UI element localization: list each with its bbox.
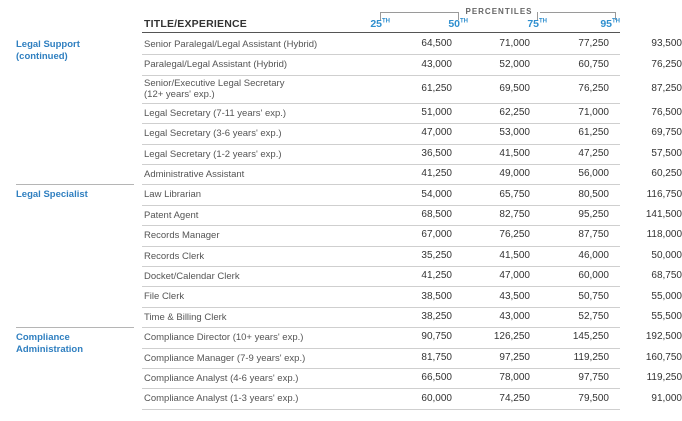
- value-cell: 68,500: [421, 208, 452, 220]
- section-name-line: Compliance: [16, 332, 70, 344]
- row-title: [144, 210, 198, 221]
- value-cell: 60,750: [578, 58, 609, 70]
- table-row: [142, 286, 682, 307]
- p50-header: 50TH: [448, 18, 468, 30]
- value-cell: 35,250: [421, 249, 452, 261]
- value-cell: 80,500: [578, 188, 609, 200]
- row-title: [144, 78, 284, 100]
- table-row: [142, 205, 682, 226]
- row-title: [144, 59, 287, 70]
- p75-header: 75TH: [527, 18, 547, 30]
- row-title: [144, 271, 240, 282]
- table-row: [142, 34, 682, 55]
- value-cell: 76,500: [651, 106, 682, 118]
- row-title-line: Compliance Analyst (4-6 years' exp.): [144, 373, 299, 384]
- row-title: [144, 189, 201, 200]
- value-cell: 93,500: [651, 38, 682, 50]
- section-name-line: Legal Specialist: [16, 189, 88, 201]
- value-cell: 77,250: [578, 38, 609, 50]
- table-row: [142, 144, 682, 165]
- value-cell: 79,500: [578, 392, 609, 404]
- value-cell: 41,500: [499, 147, 530, 159]
- value-cell: 145,250: [572, 331, 609, 343]
- value-cell: 60,000: [578, 270, 609, 282]
- section-name-line: Administration: [16, 344, 84, 356]
- value-cell: 60,000: [421, 392, 452, 404]
- row-title-line: Legal Secretary (7-11 years' exp.): [144, 107, 287, 119]
- row-title-line: Records Clerk: [144, 250, 205, 262]
- table-row: [142, 266, 682, 287]
- value-cell: 62,250: [499, 106, 530, 118]
- value-cell: 66,500: [421, 372, 452, 384]
- value-cell: 65,750: [499, 188, 530, 200]
- table-row: [142, 246, 682, 267]
- value-cell: 71,000: [499, 38, 530, 50]
- value-cell: 41,250: [421, 270, 452, 282]
- value-cell: 43,500: [499, 290, 530, 302]
- value-cell: 50,000: [651, 249, 682, 261]
- table-row: [142, 348, 682, 369]
- row-title: [144, 332, 303, 343]
- value-cell: 82,750: [499, 208, 530, 220]
- value-cell: 126,250: [493, 331, 530, 343]
- table-row: [142, 368, 682, 389]
- value-cell: 46,000: [578, 249, 609, 261]
- value-cell: 47,250: [578, 147, 609, 159]
- value-cell: 61,250: [421, 82, 452, 94]
- value-cell: 36,500: [421, 147, 452, 159]
- table-row: [142, 123, 682, 144]
- value-cell: 87,250: [651, 82, 682, 94]
- section-name: [16, 332, 83, 356]
- percentiles-label: PERCENTILES: [465, 7, 533, 16]
- row-title-line: (12+ years' exp.): [144, 88, 215, 100]
- row-title: [144, 251, 204, 262]
- row-title-line: Compliance Manager (7-9 years' exp.): [144, 352, 306, 364]
- value-cell: 49,000: [499, 168, 530, 180]
- value-cell: 55,000: [651, 290, 682, 302]
- row-title: [144, 128, 282, 139]
- value-cell: 38,500: [421, 290, 452, 302]
- value-cell: 69,750: [651, 127, 682, 139]
- table-row: [142, 54, 682, 75]
- row-title: [144, 291, 184, 302]
- value-cell: 64,500: [421, 38, 452, 50]
- p95-header: 95TH: [600, 18, 620, 30]
- row-title-line: Legal Secretary (1-2 years' exp.): [144, 148, 282, 160]
- value-cell: 41,500: [499, 249, 530, 261]
- value-cell: 119,250: [646, 372, 682, 384]
- value-cell: 116,750: [646, 188, 682, 200]
- row-title-line: Senior/Executive Legal Secretary: [144, 77, 285, 89]
- header-rule: [142, 32, 620, 33]
- value-cell: 47,000: [499, 270, 530, 282]
- value-cell: 68,750: [651, 270, 682, 282]
- row-title-line: Compliance Director (10+ years' exp.): [144, 332, 304, 344]
- section-name-line: (continued): [16, 51, 68, 62]
- value-cell: 61,250: [578, 127, 609, 139]
- row-title: [144, 393, 298, 404]
- row-title-line: Legal Secretary (3-6 years' exp.): [144, 128, 282, 140]
- value-cell: 67,000: [421, 229, 452, 241]
- value-cell: 141,500: [645, 208, 682, 220]
- row-title-line: File Clerk: [144, 291, 185, 303]
- value-cell: 53,000: [499, 127, 530, 139]
- section-divider: [16, 327, 134, 328]
- p25-header: 25TH: [370, 18, 390, 30]
- table-row: [142, 307, 682, 328]
- value-cell: 76,250: [651, 58, 682, 70]
- row-title: [144, 312, 227, 323]
- table-row: [142, 388, 682, 409]
- value-cell: 43,000: [421, 58, 452, 70]
- section-divider: [16, 184, 134, 185]
- section-name: [16, 39, 80, 63]
- value-cell: 97,750: [578, 372, 609, 384]
- value-cell: 118,000: [646, 229, 682, 241]
- row-title-line: Docket/Calendar Clerk: [144, 271, 240, 282]
- value-cell: 38,250: [421, 310, 452, 322]
- row-title: [144, 149, 282, 160]
- row-title-line: Records Manager: [144, 230, 220, 242]
- table-row: [142, 225, 682, 246]
- value-cell: 76,250: [499, 229, 530, 241]
- value-cell: 160,750: [645, 351, 682, 363]
- value-cell: 87,750: [578, 229, 609, 241]
- value-cell: 57,500: [651, 147, 682, 159]
- table-row: [142, 327, 682, 348]
- row-title: [144, 230, 220, 241]
- table-row: [142, 75, 682, 104]
- value-cell: 55,500: [651, 310, 682, 322]
- title-experience-header: TITLE/EXPERIENCE: [144, 18, 247, 30]
- value-cell: 41,250: [421, 168, 452, 180]
- value-cell: 51,000: [421, 106, 452, 118]
- value-cell: 71,000: [578, 106, 609, 118]
- value-cell: 78,000: [499, 372, 530, 384]
- row-title-line: Patent Agent: [144, 209, 199, 221]
- row-title: [144, 108, 286, 119]
- row-title-line: Law Librarian: [144, 189, 202, 201]
- value-cell: 69,500: [499, 82, 530, 94]
- row-title: [144, 39, 317, 50]
- row-title-line: Time & Billing Clerk: [144, 311, 227, 323]
- value-cell: 119,250: [573, 351, 609, 363]
- value-cell: 95,250: [578, 208, 609, 220]
- section-name-line: Legal Support: [16, 39, 80, 50]
- value-cell: 90,750: [421, 331, 452, 343]
- value-cell: 76,250: [578, 82, 609, 94]
- row-title-line: Compliance Analyst (1-3 years' exp.): [144, 393, 299, 405]
- value-cell: 81,750: [421, 351, 452, 363]
- row-title-line: Paralegal/Legal Assistant (Hybrid): [144, 59, 288, 71]
- value-cell: 56,000: [578, 168, 609, 180]
- value-cell: 91,000: [651, 392, 682, 404]
- value-cell: 192,500: [645, 331, 682, 343]
- row-title-line: Administrative Assistant: [144, 169, 245, 180]
- section-name: [16, 189, 88, 201]
- value-cell: 74,250: [499, 392, 530, 404]
- value-cell: 52,750: [578, 310, 609, 322]
- row-title-line: Senior Paralegal/Legal Assistant (Hybrid): [144, 39, 318, 50]
- value-cell: 52,000: [499, 58, 530, 70]
- value-cell: 47,000: [421, 127, 452, 139]
- value-cell: 43,000: [499, 310, 530, 322]
- row-title: [144, 353, 305, 364]
- table-row: [142, 164, 682, 185]
- table-row: [142, 103, 682, 124]
- value-cell: 60,250: [651, 168, 682, 180]
- value-cell: 54,000: [421, 188, 452, 200]
- table-row: [142, 184, 682, 205]
- row-title: [144, 373, 298, 384]
- value-cell: 97,250: [499, 351, 530, 363]
- row-title: [144, 169, 244, 180]
- value-cell: 50,750: [578, 290, 609, 302]
